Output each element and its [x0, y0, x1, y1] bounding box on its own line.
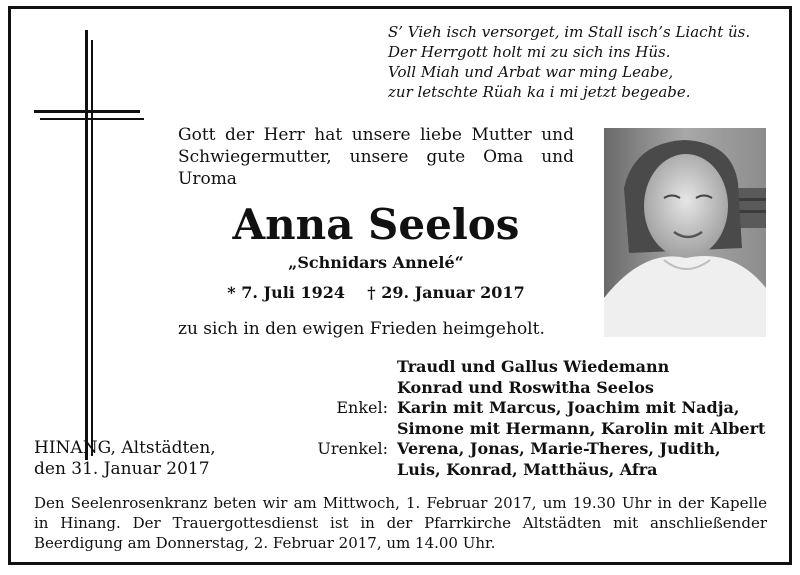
family-members: Karin mit Marcus, Joachim mit Nadja, [397, 398, 740, 417]
family-label [300, 357, 397, 378]
family-label [300, 460, 397, 481]
place: HINANG, Altstädten, [34, 438, 216, 458]
family-label [300, 378, 397, 399]
family-members: Traudl und Gallus Wiedemann [397, 357, 670, 376]
intro-line: Schwiegermutter, unsere gute Oma und [178, 147, 574, 167]
family-members: Luis, Konrad, Matthäus, Afra [397, 459, 658, 479]
cross-horizontal-bar [34, 110, 140, 113]
portrait-photo [604, 128, 766, 337]
notice-line: Den Seelenrosenkranz beten wir am Mittwoch, 1. Februar 2017, um 19.30 Uhr in der Kapelle [34, 494, 767, 512]
cross-horizontal-bar-inner [40, 118, 144, 120]
family-row [300, 419, 765, 440]
family-row [300, 398, 765, 419]
poem [388, 22, 750, 102]
notice-line: Beerdigung am Donnerstag, 2. Februar 2017, um 14.00 Uhr. [34, 534, 496, 552]
life-dates: * 7. Juli 1924 † 29. Januar 2017 [227, 283, 525, 302]
notice-line: in Hinang. Der Trauergottesdienst ist in der Pfarrkirche Altstädten mit anschließender [34, 514, 767, 532]
intro-text [178, 124, 574, 190]
poem-line: zur letschte Rüah ka i mi jetzt begeabe. [388, 83, 691, 101]
intro-line: Uroma [178, 169, 237, 189]
family-members: Verena, Jonas, Marie-Theres, Judith, [397, 439, 721, 458]
portrait-photo-image [604, 128, 766, 337]
family-row [300, 378, 765, 399]
family-list [300, 357, 765, 480]
poem-line: Der Herrgott holt mi zu sich ins Hüs. [388, 43, 671, 61]
cross-vertical-bar-inner [91, 40, 93, 456]
family-row [300, 439, 765, 460]
family-row [300, 460, 765, 481]
family-members: Konrad und Roswitha Seelos [397, 377, 654, 397]
place-date [34, 438, 216, 480]
poem-line: S’ Vieh isch versorget, im Stall isch’s Liacht üs. [388, 23, 751, 41]
date: den 31. Januar 2017 [34, 459, 210, 479]
funeral-notice [34, 493, 767, 553]
poem-line: Voll Miah und Arbat war ming Leabe, [388, 63, 674, 81]
family-label: Enkel: [336, 398, 388, 417]
peace-text: zu sich in den ewigen Frieden heimgeholt. [178, 319, 545, 339]
family-members: Simone mit Hermann, Karolin mit Albert [397, 418, 766, 438]
deceased-name: Anna Seelos [232, 200, 520, 249]
cross-vertical-bar [85, 30, 88, 460]
family-row [300, 357, 765, 378]
family-label: Urenkel: [317, 439, 388, 458]
intro-line: Gott der Herr hat unsere liebe Mutter und [178, 125, 574, 145]
deceased-nickname: „Schnidars Annelé“ [288, 253, 464, 272]
family-label [300, 419, 397, 440]
